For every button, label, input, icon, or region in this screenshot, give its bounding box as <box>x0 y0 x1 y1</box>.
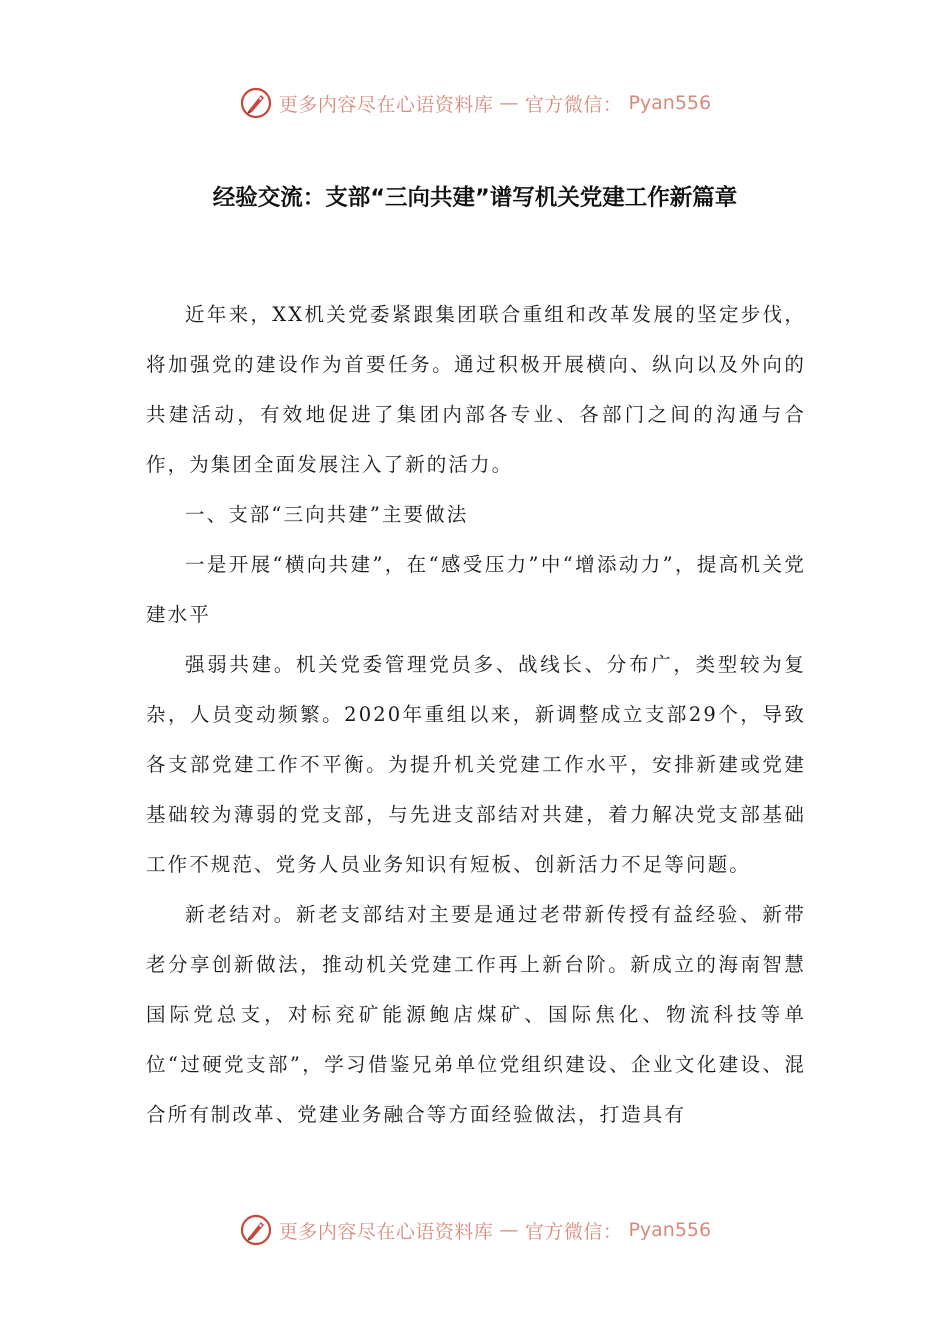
watermark-dash: — <box>499 1219 519 1241</box>
watermark-dash: — <box>499 92 519 114</box>
document-title: 经验交流：支部“三向共建”谱写机关党建工作新篇章 <box>212 185 738 211</box>
watermark-header <box>0 86 950 120</box>
watermark-footer <box>0 1213 950 1247</box>
paragraph-intro: 近年来，XX机关党委紧跟集团联合重组和改革发展的坚定步伐，将加强党的建设作为首要任务。通过积极开展横向、纵向以及外向的共建活动，有效地促进了集团内部各专业、各部门之间的沟通与合作，为集团全面发展注入了新的活力。 <box>146 303 806 476</box>
section-heading-1: 一、支部“三向共建”主要做法 <box>185 503 469 526</box>
watermark-wechat-id: Pyan556 <box>628 1219 712 1241</box>
watermark-wechat-label: 官方微信： <box>524 93 623 116</box>
watermark-prefix: 更多内容尽在心语资料库 <box>278 93 494 116</box>
paragraph-strong-weak: 强弱共建。机关党委管理党员多、战线长、分布广，类型较为复杂，人员变动频繁。2020年重组以来，新调整成立支部29个，导致各支部党建工作不平衡。为提升机关党建工作水平，安排新建或党建基础较为薄弱的党支部，与先进支部结对共建，着力解决党支部基础工作不规范、党务人员业务知识有短板、创新活力不足等问题。 <box>146 653 806 876</box>
pen-nib-logo-icon <box>239 1213 273 1247</box>
document-body <box>146 290 806 1140</box>
watermark-prefix: 更多内容尽在心语资料库 <box>278 1220 494 1243</box>
paragraph-new-old: 新老结对。新老支部结对主要是通过老带新传授有益经验、新带老分享创新做法，推动机关党建工作再上新台阶。新成立的海南智慧国际党总支，对标兖矿能源鲍店煤矿、国际焦化、物流科技等单位“过硬党支部”，学习借鉴兄弟单位党组织建设、企业文化建设、混合所有制改革、党建业务融合等方面经验做法，打造具有 <box>146 903 806 1126</box>
subsection-heading-1: 一是开展“横向共建”，在“感受压力”中“增添动力”，提高机关党建水平 <box>146 553 806 626</box>
watermark-wechat-id: Pyan556 <box>628 92 712 114</box>
pen-nib-logo-icon <box>239 86 273 120</box>
watermark-wechat-label: 官方微信： <box>524 1220 623 1243</box>
